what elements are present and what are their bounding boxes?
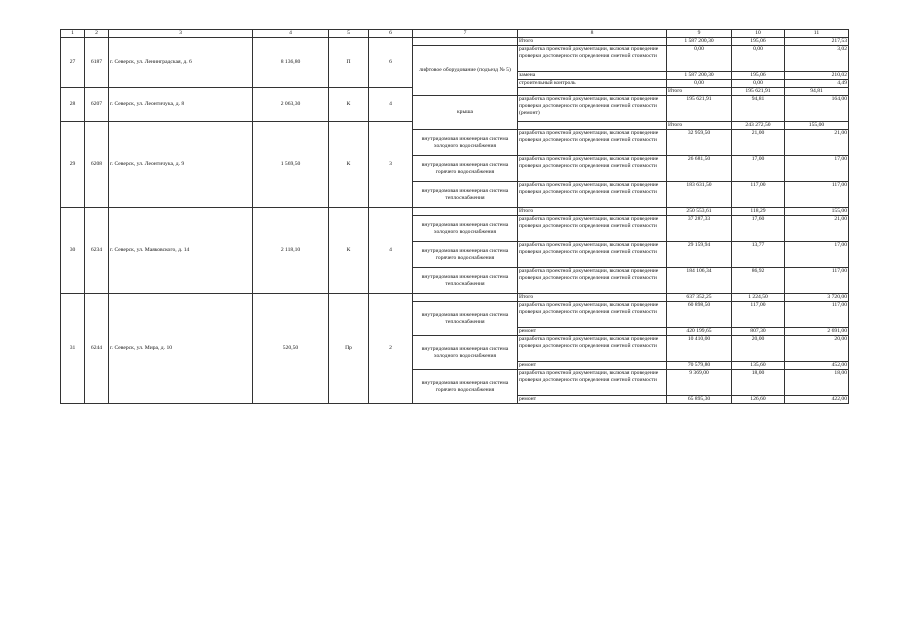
limit-cost-value: 117,00 bbox=[785, 182, 849, 208]
building-element: внутридомовая инженерная система теплоснабжения bbox=[413, 182, 518, 208]
house-address: г. Северск, ул. Маяковского, д. 14 bbox=[109, 208, 253, 294]
unit-cost-value: 117,00 bbox=[732, 182, 785, 208]
cost-value: 637 352,25 bbox=[667, 294, 732, 302]
work-type: разработка проектной документации, включая проведение проверки достоверности определения сметной стоимости bbox=[518, 370, 667, 396]
header-cell: 6 bbox=[369, 30, 413, 38]
house-address: г. Северск, ул. Ленинградская, д. 6 bbox=[109, 38, 253, 88]
header-cell: 5 bbox=[329, 30, 369, 38]
work-type: разработка проектной документации, включая проведение проверки достоверности определения сметной стоимости bbox=[518, 130, 667, 156]
cost-value: 65 895,30 bbox=[667, 396, 732, 404]
unit-cost-value: 135,60 bbox=[732, 362, 785, 370]
cost-value: 26 681,50 bbox=[667, 156, 732, 182]
cost-value: 37 287,33 bbox=[667, 216, 732, 242]
limit-cost-value: 17,00 bbox=[785, 242, 849, 268]
limit-cost-value: 117,00 bbox=[785, 302, 849, 328]
cost-value: 243 272,50 bbox=[732, 122, 785, 130]
limit-cost-value: 18,00 bbox=[785, 370, 849, 396]
header-cell: 11 bbox=[785, 30, 849, 38]
limit-cost-value: 4,49 bbox=[785, 80, 849, 88]
element-cell-empty bbox=[413, 294, 518, 302]
work-type: ремонт bbox=[518, 396, 667, 404]
header-cell: 9 bbox=[667, 30, 732, 38]
element-cell-empty bbox=[413, 38, 518, 46]
work-type: Итого bbox=[518, 38, 667, 46]
house-floors: 4 bbox=[369, 208, 413, 294]
work-type: Итого bbox=[667, 122, 732, 130]
work-type: разработка проектной документации, включая проведение проверки достоверности определения сметной стоимости bbox=[518, 268, 667, 294]
limit-cost-value: 3 720,00 bbox=[785, 294, 849, 302]
cost-value: 1 587 200,30 bbox=[667, 38, 732, 46]
work-type: Итого bbox=[518, 208, 667, 216]
limit-cost-value: 21,00 bbox=[785, 130, 849, 156]
unit-cost-value: 18,00 bbox=[732, 370, 785, 396]
unit-cost-value: 17,00 bbox=[732, 156, 785, 182]
work-type: разработка проектной документации, включая проведение проверки достоверности определения сметной стоимости bbox=[518, 46, 667, 72]
cost-value: 60 898,50 bbox=[667, 302, 732, 328]
house-area: 2 063,30 bbox=[253, 88, 329, 122]
works-table bbox=[60, 29, 849, 404]
limit-cost-value: 3,02 bbox=[785, 46, 849, 72]
house-code: 6234 bbox=[85, 208, 109, 294]
cost-value: 29 159,94 bbox=[667, 242, 732, 268]
house-address: г. Северск, ул. Мира, д. 10 bbox=[109, 294, 253, 404]
cost-value: 10 410,00 bbox=[667, 336, 732, 362]
unit-cost-value: 807,30 bbox=[732, 328, 785, 336]
house-code: 6208 bbox=[85, 122, 109, 208]
element-cell-empty bbox=[518, 88, 667, 96]
table-body bbox=[61, 30, 849, 404]
row-number: 28 bbox=[61, 88, 85, 122]
unit-cost-value: 0,00 bbox=[732, 46, 785, 72]
unit-cost-value: 0,00 bbox=[732, 80, 785, 88]
unit-cost-value: 13,77 bbox=[732, 242, 785, 268]
work-type: ремонт bbox=[518, 362, 667, 370]
unit-cost-value: 126,60 bbox=[732, 396, 785, 404]
header-cell: 2 bbox=[85, 30, 109, 38]
building-element: внутридомовая инженерная система теплоснабжения bbox=[413, 302, 518, 336]
row-number: 27 bbox=[61, 38, 85, 88]
limit-cost-value: 21,00 bbox=[785, 216, 849, 242]
unit-cost-value: 20,00 bbox=[732, 336, 785, 362]
cost-value: 70 579,80 bbox=[667, 362, 732, 370]
work-type: разработка проектной документации, включая проведение проверки достоверности определения сметной стоимости bbox=[518, 216, 667, 242]
cost-value: 183 631,50 bbox=[667, 182, 732, 208]
cost-value: 0,00 bbox=[667, 80, 732, 88]
work-type: разработка проектной документации, включая проведение проверки достоверности определения сметной стоимости (ремонт) bbox=[518, 96, 667, 122]
unit-cost-value: 117,00 bbox=[732, 302, 785, 328]
building-element: внутридомовая инженерная система холодного водоснабжения bbox=[413, 216, 518, 242]
building-element: лифтовое оборудование (подъезд № 5) bbox=[413, 46, 518, 96]
unit-cost-value: 17,60 bbox=[732, 216, 785, 242]
limit-cost-value: 17,00 bbox=[785, 156, 849, 182]
header-cell: 1 bbox=[61, 30, 85, 38]
work-type: разработка проектной документации, включая проведение проверки достоверности определения сметной стоимости bbox=[518, 302, 667, 328]
house-code: 6187 bbox=[85, 38, 109, 88]
limit-cost-value: 20,00 bbox=[785, 336, 849, 362]
cost-value: 9 369,00 bbox=[667, 370, 732, 396]
work-type: Итого bbox=[667, 88, 732, 96]
row-number: 29 bbox=[61, 122, 85, 208]
unit-cost-value: 195,06 bbox=[732, 38, 785, 46]
cost-value: 184 106,34 bbox=[667, 268, 732, 294]
table-row bbox=[61, 208, 849, 216]
limit-cost-value: 155,00 bbox=[785, 208, 849, 216]
house-code: 6244 bbox=[85, 294, 109, 404]
work-type: разработка проектной документации, включая проведение проверки достоверности определения сметной стоимости bbox=[518, 336, 667, 362]
cost-value: 250 553,61 bbox=[667, 208, 732, 216]
row-number: 31 bbox=[61, 294, 85, 404]
unit-cost-value: 94,81 bbox=[732, 96, 785, 122]
limit-cost-value: 422,00 bbox=[785, 396, 849, 404]
building-element: внутридомовая инженерная система холодного водоснабжения bbox=[413, 336, 518, 370]
limit-cost-value: 210,02 bbox=[785, 72, 849, 80]
unit-cost-value: 94,81 bbox=[785, 88, 849, 96]
header-cell: 8 bbox=[518, 30, 667, 38]
house-floors: 2 bbox=[369, 294, 413, 404]
work-type: ремонт bbox=[518, 328, 667, 336]
header-cell: 4 bbox=[253, 30, 329, 38]
cost-value: 195 621,91 bbox=[732, 88, 785, 96]
limit-cost-value: 2 691,00 bbox=[785, 328, 849, 336]
header-cell: 3 bbox=[109, 30, 253, 38]
limit-cost-value: 164,00 bbox=[785, 96, 849, 122]
house-type: К bbox=[329, 122, 369, 208]
work-type: Итого bbox=[518, 294, 667, 302]
house-area: 520,50 bbox=[253, 294, 329, 404]
table-row bbox=[61, 294, 849, 302]
house-area: 1 569,50 bbox=[253, 122, 329, 208]
house-code: 6207 bbox=[85, 88, 109, 122]
column-number-row bbox=[61, 30, 849, 38]
header-cell: 10 bbox=[732, 30, 785, 38]
row-number: 30 bbox=[61, 208, 85, 294]
house-address: г. Северск, ул. Леонтичука, д. 9 bbox=[109, 122, 253, 208]
unit-cost-value: 21,00 bbox=[732, 130, 785, 156]
cost-value: 420 199,65 bbox=[667, 328, 732, 336]
work-type: разработка проектной документации, включая проведение проверки достоверности определения сметной стоимости bbox=[518, 156, 667, 182]
cost-value: 0,00 bbox=[667, 46, 732, 72]
house-type: Пр bbox=[329, 294, 369, 404]
building-element: крыша bbox=[413, 96, 518, 130]
building-element: внутридомовая инженерная система горячего водоснабжения bbox=[413, 370, 518, 404]
work-type: разработка проектной документации, включая проведение проверки достоверности определения сметной стоимости bbox=[518, 182, 667, 208]
limit-cost-value: 217,53 bbox=[785, 38, 849, 46]
house-type: П bbox=[329, 38, 369, 88]
work-type: разработка проектной документации, включая проведение проверки достоверности определения сметной стоимости bbox=[518, 242, 667, 268]
element-cell-empty bbox=[518, 122, 667, 130]
cost-value: 195 621,91 bbox=[667, 96, 732, 122]
limit-cost-value: 452,00 bbox=[785, 362, 849, 370]
unit-cost-value: 1 224,50 bbox=[732, 294, 785, 302]
house-floors: 4 bbox=[369, 88, 413, 122]
unit-cost-value: 118,29 bbox=[732, 208, 785, 216]
table-row bbox=[61, 38, 849, 46]
building-element: внутридомовая инженерная система горячего водоснабжения bbox=[413, 242, 518, 268]
building-element: внутридомовая инженерная система холодного водоснабжения bbox=[413, 130, 518, 156]
house-floors: 6 bbox=[369, 38, 413, 88]
unit-cost-value: 86,92 bbox=[732, 268, 785, 294]
house-type: К bbox=[329, 88, 369, 122]
cost-value: 1 587 200,30 bbox=[667, 72, 732, 80]
unit-cost-value: 195,06 bbox=[732, 72, 785, 80]
house-floors: 3 bbox=[369, 122, 413, 208]
unit-cost-value: 155,00 bbox=[785, 122, 849, 130]
cost-value: 32 959,50 bbox=[667, 130, 732, 156]
building-element: внутридомовая инженерная система горячего водоснабжения bbox=[413, 156, 518, 182]
work-type: строительный контроль bbox=[518, 80, 667, 88]
house-type: К bbox=[329, 208, 369, 294]
header-cell: 7 bbox=[413, 30, 518, 38]
building-element: внутридомовая инженерная система теплоснабжения bbox=[413, 268, 518, 294]
element-cell-empty bbox=[413, 208, 518, 216]
house-area: 2 118,10 bbox=[253, 208, 329, 294]
work-type: замена bbox=[518, 72, 667, 80]
house-address: г. Северск, ул. Леонтичука, д. 8 bbox=[109, 88, 253, 122]
limit-cost-value: 117,00 bbox=[785, 268, 849, 294]
house-area: 8 136,80 bbox=[253, 38, 329, 88]
